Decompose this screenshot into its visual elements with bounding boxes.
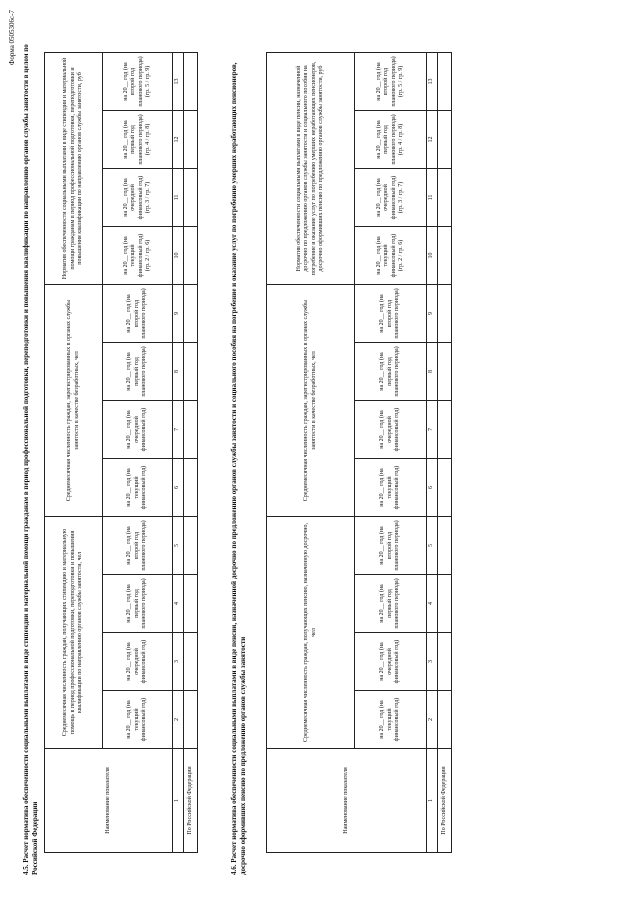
sub-header: на 20__ год (на первый год планового периода) (гр. 4 / гр. 8): [355, 111, 427, 169]
col-number: 10: [427, 227, 438, 285]
sub-header: на 20__ год (на первый год планового периода) (гр. 4 / гр. 8): [103, 111, 173, 169]
table-cell: [438, 285, 452, 343]
group2-header: Среднемесячная численность граждан, зарегистрированных в органах службы занятости в качестве безработных, чел: [267, 285, 355, 517]
sub-header: на 20__ год (на первый год планового периода): [355, 343, 427, 401]
col-number: 13: [427, 53, 438, 111]
sub-header: на 20__ год (на второй год планового периода): [103, 285, 173, 343]
table-cell: [184, 111, 198, 169]
group2-header: Среднемесячная численность граждан, зарегистрированных в органах службы занятости в качестве безработных, чел: [45, 285, 103, 517]
table-cell: [184, 53, 198, 111]
group1-header: Среднемесячная численность граждан, получающих стипендию и материальную помощь в период профессиональной подготовки, переподготовки и повышения квалификации по направлению органов службы занятости, чел: [45, 517, 103, 749]
col-number: 13: [173, 53, 184, 111]
table-cell: [184, 459, 198, 517]
col-number: 4: [173, 575, 184, 633]
col-number: 7: [173, 401, 184, 459]
group3-header: Норматив обеспеченности социальными выплатами в виде стипендии и материальной помощи гражданам в период профессиональной подготовки, переподготовки и повышения квалификации по направлению органов службы занятости, руб: [45, 53, 103, 285]
col-number: 12: [427, 111, 438, 169]
group3-header: Норматив обеспеченности социальными выплатами в виде пенсии, назначенной досрочно по предложению органов службы занятости и социального пособия на погребение и оказание услуг по погребению умерших неработающих пенсионеров, досрочно оформивших пенсию по предложению органов службы занятости, руб: [267, 53, 355, 285]
sub-header: на 20__ год (на первый год планового периода): [355, 575, 427, 633]
sub-header: на 20__ год (на текущий финансовый год): [103, 459, 173, 517]
col-number: 9: [427, 285, 438, 343]
table-cell: [438, 111, 452, 169]
sub-header: на 20__ год (на текущий финансовый год): [355, 459, 427, 517]
col-number: 6: [427, 459, 438, 517]
sub-header: на 20__ год (на второй год планового периода) (гр. 5 / гр. 9): [103, 53, 173, 111]
table-cell: [438, 459, 452, 517]
section-4-6-table: [266, 52, 452, 853]
section-4-6-title: 4.6. Расчет норматива обеспеченности социальными выплатами в виде пенсии, назначенной досрочно по предложению органов службы занятости и социального пособия на погребение и оказание услуг по погребению умерших неработающих пенсионеров, досрочно оформивших пенсию по предложению органов службы занятости: [230, 62, 247, 875]
table-cell: [438, 633, 452, 691]
name-header: Наименование показателя: [267, 749, 427, 853]
sub-header: на 20__ год (на текущий финансовый год) (гр. 2 / гр. 6): [103, 227, 173, 285]
col-number: 1: [427, 749, 438, 853]
col-number: 3: [427, 633, 438, 691]
row-label: По Российской Федерации: [438, 749, 452, 853]
sub-header: на 20__ год (на первый год планового периода): [103, 575, 173, 633]
table-cell: [184, 633, 198, 691]
table-cell: [184, 691, 198, 749]
form-number: Форма 0505306с-7: [8, 10, 16, 66]
table-cell: [184, 285, 198, 343]
col-number: 11: [427, 169, 438, 227]
table-cell: [184, 169, 198, 227]
sub-header: на 20__ год (на очередной финансовый год): [103, 633, 173, 691]
sub-header: на 20__ год (на текущий финансовый год): [355, 691, 427, 749]
sub-header: на 20__ год (на очередной финансовый год): [355, 633, 427, 691]
sub-header: на 20__ год (на второй год планового периода): [355, 517, 427, 575]
table-cell: [438, 575, 452, 633]
table-cell: [438, 227, 452, 285]
sub-header: на 20__ год (на очередной финансовый год) (гр. 3 / гр. 7): [355, 169, 427, 227]
section-4-5-table: [44, 52, 198, 853]
table-cell: [438, 691, 452, 749]
col-number: 12: [173, 111, 184, 169]
col-number: 6: [173, 459, 184, 517]
table-cell: [184, 343, 198, 401]
sub-header: на 20__ год (на текущий финансовый год): [103, 691, 173, 749]
section-4-5-title: 4.5. Расчет норматива обеспеченности социальными выплатами в виде стипендии и материальной помощи гражданам в период профессиональной подготовки, переподготовки и повышения квалификации по направлению органов службы занятости в целом по Российской Федерации: [22, 44, 39, 875]
sub-header: на 20__ год (на второй год планового периода) (гр. 5 / гр. 9): [355, 53, 427, 111]
sub-header: на 20__ год (на текущий финансовый год) (гр. 2 / гр. 6): [355, 227, 427, 285]
col-number: 3: [173, 633, 184, 691]
sub-header: на 20__ год (на второй год планового периода): [103, 517, 173, 575]
table-cell: [184, 575, 198, 633]
table-cell: [184, 401, 198, 459]
group1-header: Среднемесячная численность граждан, получающих пенсию, назначенную досрочно, чел: [267, 517, 355, 749]
col-number: 7: [427, 401, 438, 459]
sub-header: на 20__ год (на очередной финансовый год): [103, 401, 173, 459]
name-header: Наименование показателя: [45, 749, 173, 853]
table-cell: [184, 517, 198, 575]
sub-header: на 20__ год (на первый год планового периода): [103, 343, 173, 401]
col-number: 8: [173, 343, 184, 401]
row-label: По Российской Федерации: [184, 749, 198, 853]
table-cell: [438, 343, 452, 401]
col-number: 5: [427, 517, 438, 575]
sub-header: на 20__ год (на очередной финансовый год) (гр. 3 / гр. 7): [103, 169, 173, 227]
col-number: 2: [173, 691, 184, 749]
table-cell: [438, 401, 452, 459]
table-cell: [438, 169, 452, 227]
col-number: 11: [173, 169, 184, 227]
table-cell: [438, 53, 452, 111]
col-number: 8: [427, 343, 438, 401]
col-number: 10: [173, 227, 184, 285]
col-number: 1: [173, 749, 184, 853]
col-number: 5: [173, 517, 184, 575]
col-number: 2: [427, 691, 438, 749]
col-number: 9: [173, 285, 184, 343]
table-cell: [438, 517, 452, 575]
sub-header: на 20__ год (на второй год планового периода): [355, 285, 427, 343]
table-cell: [184, 227, 198, 285]
col-number: 4: [427, 575, 438, 633]
sub-header: на 20__ год (на очередной финансовый год): [355, 401, 427, 459]
